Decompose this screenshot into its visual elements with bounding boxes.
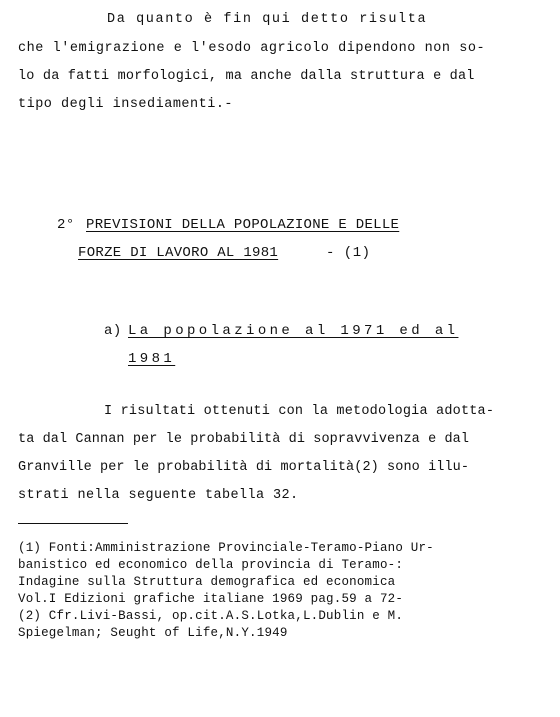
- footnote-2-line-1: (2) Cfr.Livi-Bassi, op.cit.A.S.Lotka,L.Dublin e M.: [18, 609, 404, 623]
- footnote-1-line-4: Vol.I Edizioni grafiche italiane 1969 pag.59 a 72-: [18, 592, 404, 606]
- subsection-marker: a): [104, 323, 122, 339]
- intro-line-1: Da quanto è fin qui detto risulta: [107, 12, 428, 27]
- body-line-1: I risultati ottenuti con la metodologia adotta-: [104, 404, 495, 419]
- footnote-2-line-2: Spiegelman; Seught of Life,N.Y.1949: [18, 626, 288, 640]
- footnote-1-line-1: (1) Fonti:Amministrazione Provinciale-Teramo-Piano Ur-: [18, 541, 434, 555]
- section-title-line-2: FORZE DI LAVORO AL 1981: [78, 245, 279, 261]
- subsection-title-line-2: 1981: [128, 351, 176, 367]
- section-title-line-1: PREVISIONI DELLA POPOLAZIONE E DELLE: [86, 217, 400, 233]
- intro-line-2: che l'emigrazione e l'esodo agricolo dipendono non so-: [18, 41, 486, 56]
- footnote-1-line-3: Indagine sulla Struttura demografica ed economica: [18, 575, 396, 589]
- subsection-title-line-1: La popolazione al 1971 ed al: [128, 323, 459, 339]
- intro-line-4: tipo degli insediamenti.-: [18, 97, 234, 112]
- footnote-1-line-2: banistico ed economico della provincia di Teramo-:: [18, 558, 404, 572]
- body-line-3: Granville per le probabilità di mortalità(2) sono illu-: [18, 460, 470, 475]
- body-line-4: strati nella seguente tabella 32.: [18, 488, 299, 503]
- body-line-2: ta dal Cannan per le probabilità di sopravvivenza e dal: [18, 432, 470, 447]
- section-number: 2°: [57, 217, 75, 233]
- section-title-suffix: - (1): [326, 245, 371, 261]
- footnote-separator: [18, 523, 128, 524]
- intro-line-3: lo da fatti morfologici, ma anche dalla struttura e dal: [18, 69, 475, 84]
